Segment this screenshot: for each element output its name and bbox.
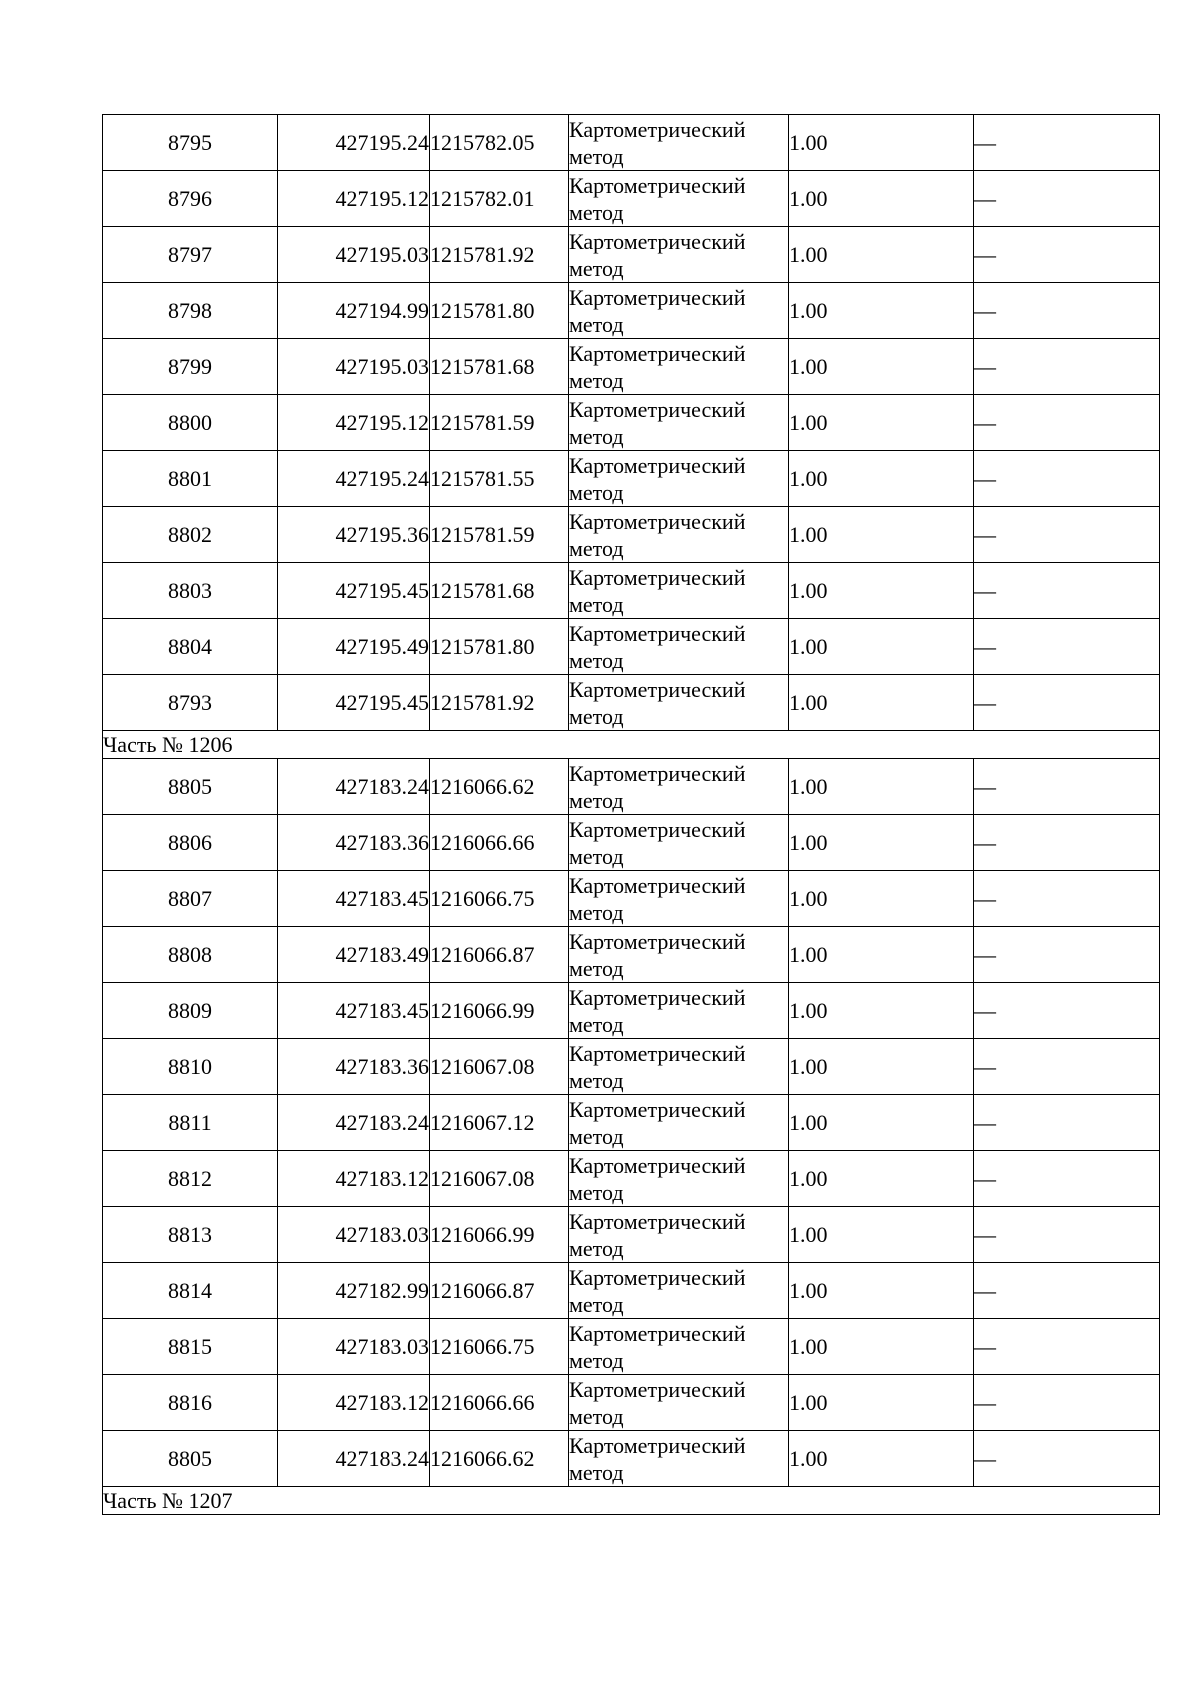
accuracy-cell: 1.00	[789, 871, 974, 927]
table-row	[103, 1375, 1160, 1431]
method-line-2: метод	[569, 1179, 624, 1205]
x-coordinate-cell: 427195.03	[278, 339, 430, 395]
accuracy-cell: 1.00	[789, 1095, 974, 1151]
method-line-2: метод	[569, 143, 624, 169]
table-row	[103, 927, 1160, 983]
table-row	[103, 1207, 1160, 1263]
table-row	[103, 115, 1160, 171]
point-number-cell: 8799	[103, 339, 278, 395]
table-row	[103, 1095, 1160, 1151]
x-coordinate-cell: 427183.24	[278, 759, 430, 815]
x-coordinate-cell: 427183.03	[278, 1319, 430, 1375]
method-cell	[569, 1039, 789, 1095]
method-line-2: метод	[569, 647, 624, 673]
method-cell	[569, 927, 789, 983]
table-row	[103, 171, 1160, 227]
y-coordinate-cell: 1215781.68	[430, 339, 569, 395]
method-cell	[569, 815, 789, 871]
method-line-2: метод	[569, 1123, 624, 1149]
method-cell	[569, 563, 789, 619]
table-row	[103, 619, 1160, 675]
method-line-2: метод	[569, 1459, 624, 1485]
method-line-2: метод	[569, 787, 624, 813]
method-line-1: Картометрический	[569, 1432, 746, 1458]
table-row	[103, 759, 1160, 815]
dash-cell: —	[974, 1151, 1160, 1207]
x-coordinate-cell: 427195.36	[278, 507, 430, 563]
table-row	[103, 815, 1160, 871]
y-coordinate-cell: 1215781.59	[430, 395, 569, 451]
method-cell	[569, 115, 789, 171]
point-number-cell: 8798	[103, 283, 278, 339]
method-line-2: метод	[569, 1403, 624, 1429]
dash-cell: —	[974, 675, 1160, 731]
method-cell	[569, 675, 789, 731]
method-line-2: метод	[569, 199, 624, 225]
point-number-cell: 8808	[103, 927, 278, 983]
accuracy-cell: 1.00	[789, 1431, 974, 1487]
table-row	[103, 675, 1160, 731]
method-line-1: Картометрический	[569, 452, 746, 478]
x-coordinate-cell: 427195.24	[278, 115, 430, 171]
method-line-1: Картометрический	[569, 508, 746, 534]
table-row	[103, 507, 1160, 563]
method-line-1: Картометрический	[569, 984, 746, 1010]
point-number-cell: 8797	[103, 227, 278, 283]
dash-cell: —	[974, 1375, 1160, 1431]
dash-cell: —	[974, 395, 1160, 451]
x-coordinate-cell: 427183.36	[278, 1039, 430, 1095]
method-line-1: Картометрический	[569, 1152, 746, 1178]
method-line-1: Картометрический	[569, 872, 746, 898]
dash-cell: —	[974, 507, 1160, 563]
x-coordinate-cell: 427182.99	[278, 1263, 430, 1319]
x-coordinate-cell: 427183.24	[278, 1095, 430, 1151]
method-cell	[569, 759, 789, 815]
method-line-2: метод	[569, 423, 624, 449]
y-coordinate-cell: 1216066.75	[430, 1319, 569, 1375]
method-cell	[569, 1151, 789, 1207]
method-cell	[569, 283, 789, 339]
x-coordinate-cell: 427183.12	[278, 1151, 430, 1207]
y-coordinate-cell: 1216066.66	[430, 815, 569, 871]
section-header-row	[103, 1487, 1160, 1515]
point-number-cell: 8809	[103, 983, 278, 1039]
y-coordinate-cell: 1215782.01	[430, 171, 569, 227]
dash-cell: —	[974, 171, 1160, 227]
method-line-1: Картометрический	[569, 564, 746, 590]
accuracy-cell: 1.00	[789, 815, 974, 871]
accuracy-cell: 1.00	[789, 983, 974, 1039]
dash-cell: —	[974, 1095, 1160, 1151]
method-line-2: метод	[569, 955, 624, 981]
accuracy-cell: 1.00	[789, 283, 974, 339]
accuracy-cell: 1.00	[789, 563, 974, 619]
method-line-1: Картометрический	[569, 340, 746, 366]
dash-cell: —	[974, 871, 1160, 927]
method-line-1: Картометрический	[569, 1264, 746, 1290]
method-line-1: Картометрический	[569, 228, 746, 254]
y-coordinate-cell: 1216066.87	[430, 1263, 569, 1319]
x-coordinate-cell: 427195.45	[278, 675, 430, 731]
method-cell	[569, 451, 789, 507]
x-coordinate-cell: 427183.45	[278, 871, 430, 927]
accuracy-cell: 1.00	[789, 451, 974, 507]
dash-cell: —	[974, 339, 1160, 395]
method-cell	[569, 1095, 789, 1151]
table-row	[103, 451, 1160, 507]
accuracy-cell: 1.00	[789, 1375, 974, 1431]
method-line-2: метод	[569, 899, 624, 925]
method-cell	[569, 227, 789, 283]
point-number-cell: 8805	[103, 759, 278, 815]
y-coordinate-cell: 1215781.92	[430, 227, 569, 283]
method-line-2: метод	[569, 591, 624, 617]
y-coordinate-cell: 1216066.99	[430, 983, 569, 1039]
dash-cell: —	[974, 983, 1160, 1039]
accuracy-cell: 1.00	[789, 675, 974, 731]
method-line-2: метод	[569, 367, 624, 393]
method-line-2: метод	[569, 1011, 624, 1037]
table-row	[103, 1319, 1160, 1375]
accuracy-cell: 1.00	[789, 619, 974, 675]
y-coordinate-cell: 1216066.75	[430, 871, 569, 927]
table-row	[103, 563, 1160, 619]
point-number-cell: 8815	[103, 1319, 278, 1375]
method-cell	[569, 1431, 789, 1487]
y-coordinate-cell: 1215781.80	[430, 619, 569, 675]
x-coordinate-cell: 427183.36	[278, 815, 430, 871]
method-cell	[569, 983, 789, 1039]
coordinates-table-body	[103, 115, 1160, 1515]
dash-cell: —	[974, 1039, 1160, 1095]
coordinates-table	[102, 114, 1160, 1515]
point-number-cell: 8795	[103, 115, 278, 171]
x-coordinate-cell: 427194.99	[278, 283, 430, 339]
section-header-row	[103, 731, 1160, 759]
point-number-cell: 8806	[103, 815, 278, 871]
accuracy-cell: 1.00	[789, 395, 974, 451]
accuracy-cell: 1.00	[789, 507, 974, 563]
method-line-1: Картометрический	[569, 284, 746, 310]
method-line-1: Картометрический	[569, 816, 746, 842]
accuracy-cell: 1.00	[789, 339, 974, 395]
point-number-cell: 8816	[103, 1375, 278, 1431]
section-label: Часть № 1206	[103, 731, 1160, 759]
y-coordinate-cell: 1215781.92	[430, 675, 569, 731]
method-cell	[569, 395, 789, 451]
section-label: Часть № 1207	[103, 1487, 1160, 1515]
method-line-1: Картометрический	[569, 172, 746, 198]
method-line-2: метод	[569, 479, 624, 505]
method-cell	[569, 339, 789, 395]
x-coordinate-cell: 427183.03	[278, 1207, 430, 1263]
accuracy-cell: 1.00	[789, 1151, 974, 1207]
method-line-2: метод	[569, 255, 624, 281]
table-row	[103, 1039, 1160, 1095]
dash-cell: —	[974, 283, 1160, 339]
table-row	[103, 1263, 1160, 1319]
point-number-cell: 8803	[103, 563, 278, 619]
x-coordinate-cell: 427195.24	[278, 451, 430, 507]
x-coordinate-cell: 427195.49	[278, 619, 430, 675]
x-coordinate-cell: 427195.03	[278, 227, 430, 283]
method-line-2: метод	[569, 535, 624, 561]
x-coordinate-cell: 427183.49	[278, 927, 430, 983]
dash-cell: —	[974, 563, 1160, 619]
accuracy-cell: 1.00	[789, 1263, 974, 1319]
method-line-1: Картометрический	[569, 928, 746, 954]
method-line-1: Картометрический	[569, 116, 746, 142]
y-coordinate-cell: 1216066.66	[430, 1375, 569, 1431]
method-cell	[569, 1319, 789, 1375]
table-row	[103, 395, 1160, 451]
method-line-2: метод	[569, 703, 624, 729]
method-line-1: Картометрический	[569, 1208, 746, 1234]
method-line-2: метод	[569, 1347, 624, 1373]
table-row	[103, 227, 1160, 283]
method-line-1: Картометрический	[569, 1096, 746, 1122]
accuracy-cell: 1.00	[789, 1319, 974, 1375]
y-coordinate-cell: 1215781.80	[430, 283, 569, 339]
accuracy-cell: 1.00	[789, 227, 974, 283]
accuracy-cell: 1.00	[789, 1039, 974, 1095]
method-cell	[569, 619, 789, 675]
y-coordinate-cell: 1216066.62	[430, 1431, 569, 1487]
table-row	[103, 339, 1160, 395]
method-cell	[569, 171, 789, 227]
x-coordinate-cell: 427195.12	[278, 395, 430, 451]
dash-cell: —	[974, 227, 1160, 283]
table-row	[103, 1151, 1160, 1207]
point-number-cell: 8811	[103, 1095, 278, 1151]
x-coordinate-cell: 427183.24	[278, 1431, 430, 1487]
y-coordinate-cell: 1216066.62	[430, 759, 569, 815]
point-number-cell: 8807	[103, 871, 278, 927]
method-cell	[569, 1263, 789, 1319]
point-number-cell: 8793	[103, 675, 278, 731]
accuracy-cell: 1.00	[789, 927, 974, 983]
table-row	[103, 1431, 1160, 1487]
method-line-2: метод	[569, 1291, 624, 1317]
point-number-cell: 8805	[103, 1431, 278, 1487]
x-coordinate-cell: 427183.45	[278, 983, 430, 1039]
x-coordinate-cell: 427195.12	[278, 171, 430, 227]
point-number-cell: 8801	[103, 451, 278, 507]
dash-cell: —	[974, 619, 1160, 675]
y-coordinate-cell: 1215781.59	[430, 507, 569, 563]
x-coordinate-cell: 427195.45	[278, 563, 430, 619]
point-number-cell: 8800	[103, 395, 278, 451]
dash-cell: —	[974, 1207, 1160, 1263]
y-coordinate-cell: 1216067.08	[430, 1151, 569, 1207]
dash-cell: —	[974, 1263, 1160, 1319]
table-row	[103, 983, 1160, 1039]
method-cell	[569, 507, 789, 563]
method-line-2: метод	[569, 311, 624, 337]
method-line-1: Картометрический	[569, 1320, 746, 1346]
point-number-cell: 8814	[103, 1263, 278, 1319]
y-coordinate-cell: 1216066.99	[430, 1207, 569, 1263]
dash-cell: —	[974, 815, 1160, 871]
point-number-cell: 8804	[103, 619, 278, 675]
y-coordinate-cell: 1216066.87	[430, 927, 569, 983]
method-line-1: Картометрический	[569, 676, 746, 702]
dash-cell: —	[974, 115, 1160, 171]
y-coordinate-cell: 1216067.08	[430, 1039, 569, 1095]
method-line-1: Картометрический	[569, 1376, 746, 1402]
x-coordinate-cell: 427183.12	[278, 1375, 430, 1431]
point-number-cell: 8802	[103, 507, 278, 563]
y-coordinate-cell: 1215781.55	[430, 451, 569, 507]
y-coordinate-cell: 1215781.68	[430, 563, 569, 619]
method-cell	[569, 1207, 789, 1263]
point-number-cell: 8796	[103, 171, 278, 227]
dash-cell: —	[974, 759, 1160, 815]
method-line-2: метод	[569, 1067, 624, 1093]
method-line-1: Картометрический	[569, 760, 746, 786]
dash-cell: —	[974, 1319, 1160, 1375]
dash-cell: —	[974, 927, 1160, 983]
table-row	[103, 871, 1160, 927]
accuracy-cell: 1.00	[789, 1207, 974, 1263]
method-line-1: Картометрический	[569, 1040, 746, 1066]
method-line-1: Картометрический	[569, 396, 746, 422]
y-coordinate-cell: 1216067.12	[430, 1095, 569, 1151]
method-line-2: метод	[569, 843, 624, 869]
accuracy-cell: 1.00	[789, 171, 974, 227]
y-coordinate-cell: 1215782.05	[430, 115, 569, 171]
dash-cell: —	[974, 1431, 1160, 1487]
method-cell	[569, 871, 789, 927]
accuracy-cell: 1.00	[789, 115, 974, 171]
point-number-cell: 8810	[103, 1039, 278, 1095]
point-number-cell: 8812	[103, 1151, 278, 1207]
point-number-cell: 8813	[103, 1207, 278, 1263]
method-line-1: Картометрический	[569, 620, 746, 646]
method-line-2: метод	[569, 1235, 624, 1261]
method-cell	[569, 1375, 789, 1431]
table-row	[103, 283, 1160, 339]
dash-cell: —	[974, 451, 1160, 507]
accuracy-cell: 1.00	[789, 759, 974, 815]
